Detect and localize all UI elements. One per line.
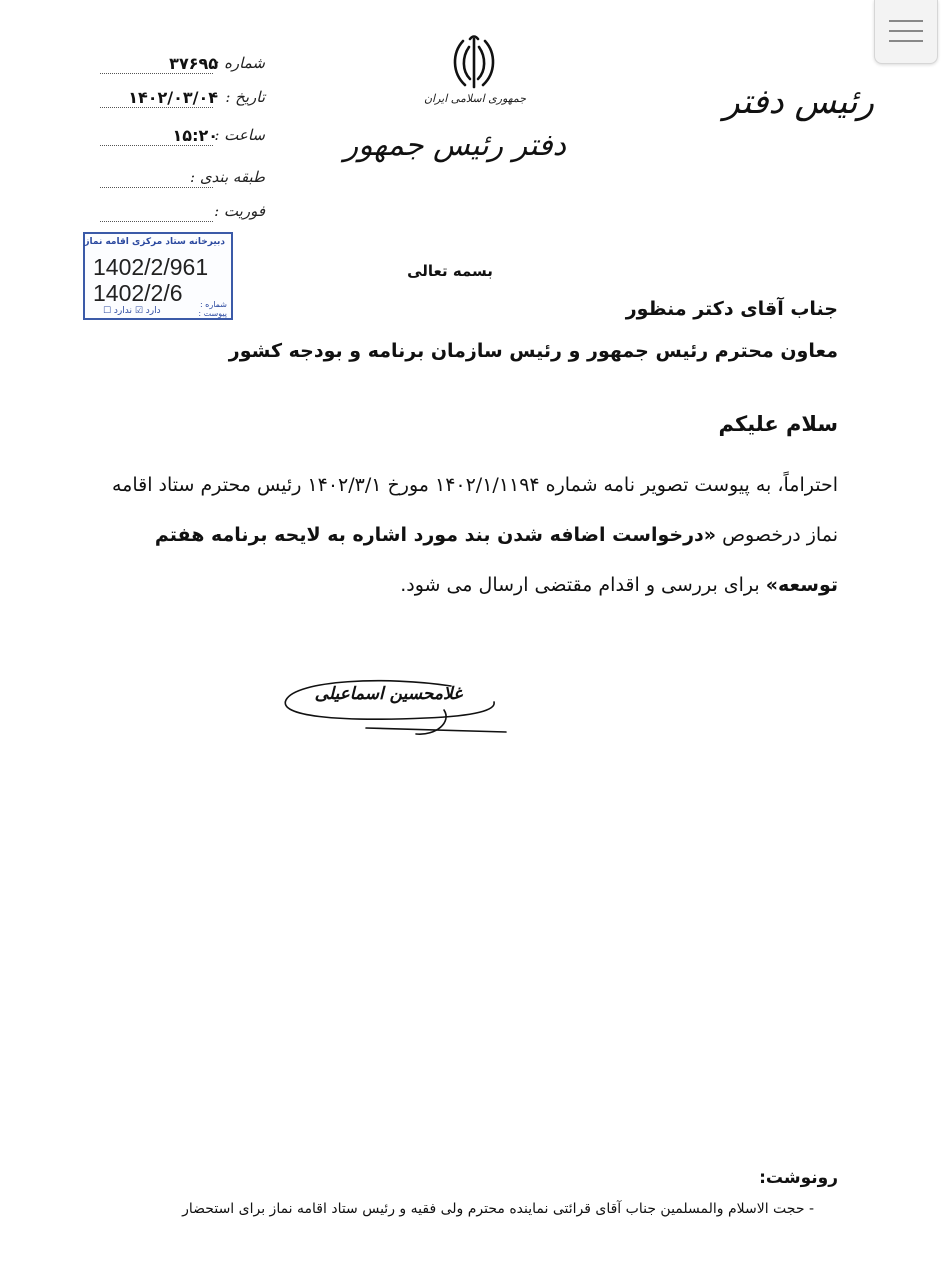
emblem-icon [449,33,499,93]
stamp-date: 1402/2/6 [93,280,183,306]
basmala: بسمه تعالی [407,262,493,280]
office-title: دفتر رئیس جمهور [343,128,566,163]
meta-date: ۱۴۰۲/۰۳/۰۴ تاریخ : [100,86,265,116]
stamp-attachment-label: پیوست : [198,309,227,318]
letter-body-part1: احتراماً، به پیوست تصویر نامه شماره ۱۴۰۲/۱/۱۱۹۴ مورخ ۱۴۰۲/۳/۱ رئیس محترم ستاد اقامه نماز درخصوص [112,474,838,546]
stamp-number: 1402/2/961 [93,254,209,280]
corner-title: رئیس دفتر [723,82,874,122]
greeting: سلام علیکم [718,412,838,436]
letter-body-subject: «درخواست اضافه شدن بند مورد اشاره به لایحه برنامه هفتم توسعه» [154,524,838,596]
meta-urgency: فوریت : [100,200,265,230]
cc-label: رونوشت: [759,1168,838,1188]
letter-time: ۱۵:۲۰ [172,126,218,145]
menu-icon [889,20,923,22]
stamp-header: دبیرخانه ستاد مرکزی اقامه نماز [84,237,225,247]
letter-number: ۳۷۶۹۵ [169,54,218,73]
cc-item: - حجت الاسلام والمسلمین جناب آقای قرائتی نماینده محترم ولی فقیه و رئیس ستاد اقامه نماز برای استحضار [182,1201,814,1217]
meta-classification: طبقه بندی : [100,166,265,196]
letter-body [110,460,838,610]
stamp-attachment-options: دارد ☑ ندارد ☐ [103,306,161,316]
republic-label: جمهوری اسلامی ایران [423,92,527,105]
registry-stamp [83,232,233,320]
letter-body-part2: برای بررسی و اقدام مقتضی ارسال می شود. [400,574,766,596]
stamp-number-label: شماره : [199,300,227,309]
meta-number: ۳۷۶۹۵ شماره : [100,52,265,82]
signer-name: غلامحسین اسماعیلی [314,684,462,704]
meta-time: ۱۵:۲۰ ساعت : [100,124,265,154]
addressee-title: معاون محترم رئیس جمهور و رئیس سازمان برنامه و بودجه کشور [228,340,838,362]
menu-button[interactable] [874,0,938,64]
letter-date: ۱۴۰۲/۰۳/۰۴ [128,88,218,107]
addressee: جناب آقای دکتر منظور [625,298,838,320]
